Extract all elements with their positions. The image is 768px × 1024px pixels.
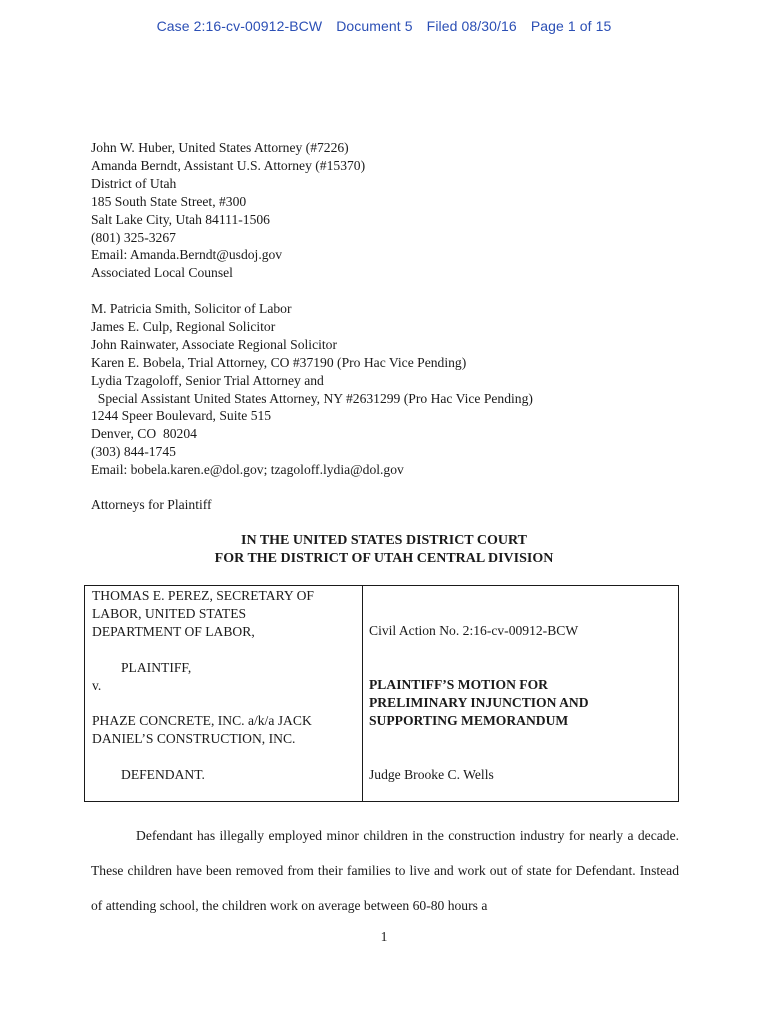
motion-title-line: SUPPORTING MEMORANDUM [369,712,569,728]
plaintiff-name-line: DEPARTMENT OF LABOR, [92,623,255,639]
plaintiff-name-line: THOMAS E. PEREZ, SECRETARY OF [92,588,314,603]
filing-header [0,18,768,34]
motion-title-line: PRELIMINARY INJUNCTION AND [369,694,589,710]
counsel-line: John W. Huber, United States Attorney (#7226) [91,140,349,155]
court-line-1: IN THE UNITED STATES DISTRICT COURT [241,533,527,548]
plaintiff-name-line: LABOR, UNITED STATES [92,605,247,621]
attorneys-for-plaintiff: Attorneys for Plaintiff [91,497,212,512]
body-text: Defendant has illegally employed minor children in the construction industry for nearly a decade. These children have been removed from their families to live and work out of state for Defendant. Instead of attending school, the children work on average between 60-80 hours a [91,828,679,913]
counsel-line: District of Utah [91,175,177,191]
filed-date: Filed 08/30/16 [426,18,517,34]
counsel-line: (801) 325-3267 [91,229,176,245]
versus: v. [92,677,102,693]
motion-title [369,676,589,730]
court-heading [0,532,768,568]
counsel-line: Lydia Tzagoloff, Senior Trial Attorney and [91,372,324,388]
counsel-line: 185 South State Street, #300 [91,193,247,209]
counsel-line: Amanda Berndt, Assistant U.S. Attorney (#15370) [91,157,366,173]
dol-counsel-block [91,300,691,479]
counsel-line: (303) 844-1745 [91,444,176,460]
counsel-line: Denver, CO 80204 [91,426,197,442]
counsel-line: Salt Lake City, Utah 84111-1506 [91,211,270,227]
civil-action-number: Civil Action No. 2:16-cv-00912-BCW [369,623,579,638]
page-number: 1 [380,929,388,944]
judge-name: Judge Brooke C. Wells [369,767,494,782]
counsel-line: M. Patricia Smith, Solicitor of Labor [91,301,292,316]
counsel-line: Email: Amanda.Berndt@usdoj.gov [91,247,283,263]
counsel-line: James E. Culp, Regional Solicitor [91,318,276,334]
case-number: Case 2:16-cv-00912-BCW [156,18,323,34]
court-line-2: FOR THE DISTRICT OF UTAH CENTRAL DIVISION [214,551,554,566]
page-indicator: Page 1 of 15 [530,18,612,34]
parties-cell [85,586,363,802]
defendant-name-line: PHAZE CONCRETE, INC. a/k/a JACK [92,713,312,729]
counsel-line: Associated Local Counsel [91,265,233,281]
defendant-name-line: DANIEL’S CONSTRUCTION, INC. [92,731,296,747]
local-counsel-block [91,139,691,282]
defendant-label: DEFENDANT. [121,767,205,783]
counsel-line: Special Assistant United States Attorney, NY #2631299 (Pro Hac Vice Pending) [91,390,533,406]
plaintiff-label: PLAINTIFF, [121,659,192,675]
case-info-cell [363,586,679,802]
document-number: Document 5 [336,18,413,34]
counsel-line: 1244 Speer Boulevard, Suite 515 [91,408,272,424]
motion-title-line: PLAINTIFF’S MOTION FOR [369,677,548,692]
counsel-line: John Rainwater, Associate Regional Solicitor [91,336,337,352]
case-caption-table [84,585,679,802]
counsel-line: Email: bobela.karen.e@dol.gov; tzagoloff.lydia@dol.gov [91,462,404,478]
counsel-line: Karen E. Bobela, Trial Attorney, CO #37190 (Pro Hac Vice Pending) [91,354,467,370]
body-paragraph [91,818,679,923]
